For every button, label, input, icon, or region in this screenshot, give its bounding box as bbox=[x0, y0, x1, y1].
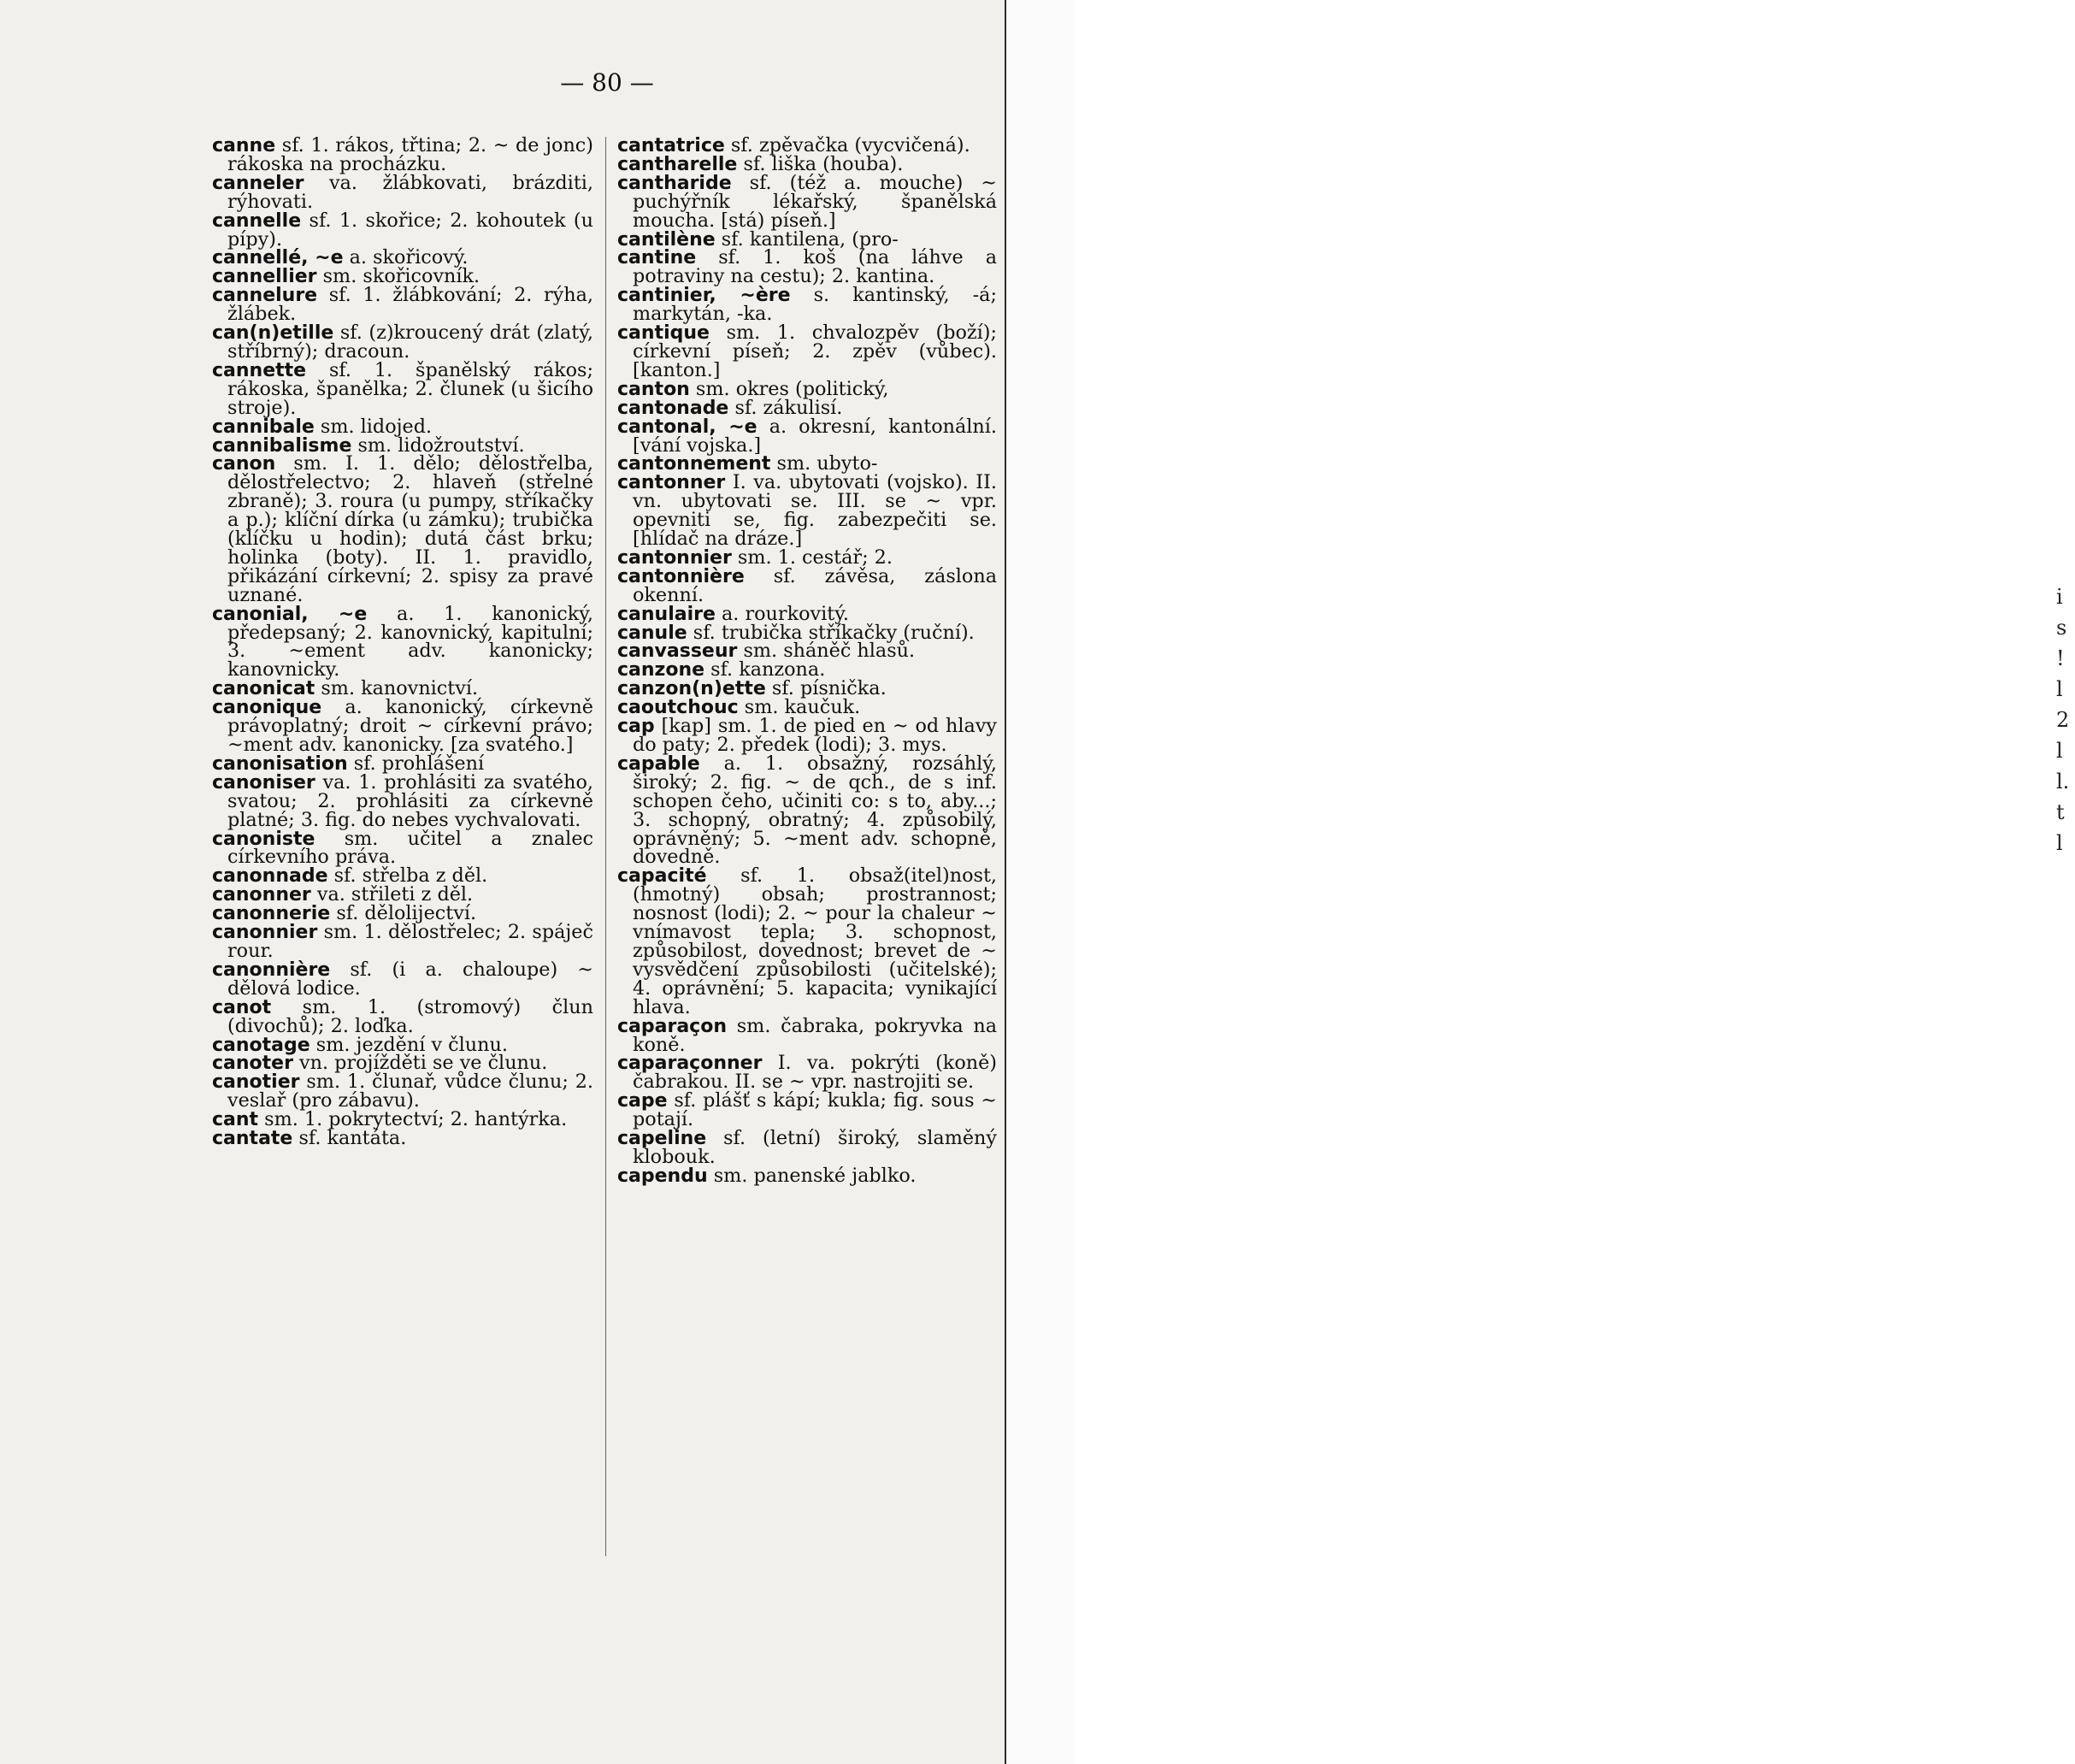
entry-definition: I. va. pokrýti (koně) čabrakou. II. se ~ vpr. nastrojiti se. bbox=[633, 1052, 997, 1094]
entry-headword: canonisation bbox=[212, 752, 348, 775]
entry-definition: a. okresní, kantonální. [vání vojska.] bbox=[633, 415, 997, 457]
entry-headword: canonique bbox=[212, 697, 322, 719]
edge-glyph: l bbox=[2056, 739, 2063, 763]
entry-definition: sf. zákulisí. bbox=[728, 396, 843, 419]
entry-headword: cantonnière bbox=[617, 565, 745, 587]
entry-headword: cannelure bbox=[212, 285, 318, 307]
entry-headword: canvasseur bbox=[617, 640, 738, 663]
entry-headword: cantharelle bbox=[617, 153, 738, 175]
entry-definition: sm. panenské jablko. bbox=[707, 1164, 917, 1187]
entry-definition: vn. projížděti se ve člunu. bbox=[292, 1052, 548, 1075]
dictionary-entry bbox=[212, 827, 593, 869]
entry-definition: sf. plášť s kápí; kukla; fig. sous ~ potají. bbox=[633, 1089, 997, 1131]
entry-definition: sf. kantilena, (pro- bbox=[715, 227, 899, 251]
entry-definition: sf. 1. rákos, třtina; 2. ~ de jonc) rákoska na procházku. bbox=[227, 134, 593, 175]
dictionary-entry bbox=[617, 471, 997, 551]
dictionary-entry bbox=[212, 696, 593, 756]
dictionary-entry bbox=[212, 602, 594, 681]
entry-headword: canonicat bbox=[212, 678, 315, 700]
entry-headword: canton bbox=[617, 378, 690, 400]
entry-headword: canulaire bbox=[617, 603, 716, 625]
entry-definition: sf. kanzona. bbox=[704, 658, 826, 681]
entry-definition: sf. (i a. chaloupe) ~ dělová lodice. bbox=[227, 958, 593, 1000]
entry-headword: cantharide bbox=[617, 172, 732, 194]
entry-headword: cantonner bbox=[617, 472, 726, 494]
entry-definition: sf. prohlášení bbox=[347, 752, 485, 775]
entry-headword: canoniste bbox=[212, 828, 315, 850]
dictionary-entry bbox=[617, 286, 997, 324]
entry-headword: canotage bbox=[212, 1034, 310, 1056]
entry-definition: sf. 1. skořice; 2. kohoutek (u pípy). bbox=[227, 209, 593, 251]
entry-definition: s. kantinský, -á; markytán, -ka. bbox=[633, 284, 997, 326]
dictionary-entry bbox=[617, 717, 997, 755]
entry-headword: capendu bbox=[617, 1165, 708, 1187]
entry-definition: sm. 1. cestář; 2. bbox=[731, 546, 893, 569]
entry-definition: sm. 1. chvalozpěv (boží); církevní píseň; 2. zpěv (vůbec). [kanton.] bbox=[633, 322, 997, 381]
dictionary-entry bbox=[617, 1164, 997, 1187]
edge-glyph: l. bbox=[2056, 770, 2070, 794]
entry-headword: cannelle bbox=[212, 209, 302, 232]
dictionary-entry bbox=[212, 1127, 593, 1150]
entry-definition: a. rourkovitý. bbox=[715, 602, 849, 625]
dictionary-entry bbox=[212, 452, 593, 606]
entry-definition: sf. 1. žlábkování; 2. rýha, žlábek. bbox=[227, 284, 593, 326]
dictionary-entry bbox=[617, 171, 997, 232]
entry-headword: cantate bbox=[212, 1128, 293, 1150]
entry-definition: sm. 1. dělostřelec; 2. spáječ rour. bbox=[227, 921, 593, 962]
entry-definition: sm. 1. pokrytectví; 2. hantýrka. bbox=[258, 1108, 568, 1131]
entry-definition: sm. čabraka, pokryvka na koně. bbox=[633, 1014, 997, 1056]
dictionary-entry bbox=[617, 864, 997, 1018]
entry-definition: sm. skořicovník. bbox=[316, 265, 480, 288]
dictionary-entry bbox=[212, 209, 593, 251]
entry-definition: a. 1. kanonický, předepsaný; 2. kanovnický, kapitulní; 3. ~ement adv. kanonicky; kanovnicky. bbox=[227, 602, 594, 681]
entry-headword: canon bbox=[212, 453, 276, 475]
entry-headword: capacité bbox=[617, 865, 707, 888]
entry-definition: sf. trubička stříkačky (ruční). bbox=[687, 621, 975, 644]
dictionary-entry bbox=[212, 171, 593, 213]
entry-headword: canneler bbox=[212, 172, 304, 194]
entry-definition: sm. okres (politický, bbox=[689, 377, 889, 400]
entry-headword: capable bbox=[617, 752, 700, 775]
dictionary-entry bbox=[617, 752, 997, 869]
entry-headword: caparaçon bbox=[617, 1015, 727, 1037]
entry-definition: sf. závěsa, záslona okenní. bbox=[633, 564, 997, 606]
entry-headword: canule bbox=[617, 622, 687, 644]
entry-definition: va. žlábkovati, brázditi, rýhovati. bbox=[227, 171, 593, 213]
entry-headword: canonnade bbox=[212, 865, 328, 888]
edge-glyph: 2 bbox=[2056, 708, 2070, 732]
dictionary-entry bbox=[617, 1014, 997, 1056]
entry-definition: sm. ubyto- bbox=[770, 452, 878, 475]
entry-headword: cannellier bbox=[212, 266, 317, 288]
entry-definition: sm. kaučuk. bbox=[738, 696, 861, 719]
entry-definition: va. střileti z děl. bbox=[310, 883, 474, 906]
entry-headword: cantonal, ~e bbox=[617, 416, 757, 438]
entry-headword: canotier bbox=[212, 1071, 300, 1094]
entry-headword: canoniser bbox=[212, 771, 315, 794]
edge-glyph: l bbox=[2056, 677, 2063, 701]
entry-headword: cantilène bbox=[617, 228, 716, 251]
dictionary-entry bbox=[617, 415, 997, 457]
entry-definition: sf. střelba z děl. bbox=[327, 864, 488, 888]
edge-glyph: s bbox=[2056, 616, 2067, 640]
edge-glyph: t bbox=[2056, 800, 2065, 824]
entry-headword: canonnière bbox=[212, 959, 331, 981]
entry-headword: capeline bbox=[617, 1128, 707, 1150]
entry-headword: canzon(n)ette bbox=[617, 678, 766, 700]
entry-definition: sm. jezdění v člunu. bbox=[309, 1033, 508, 1056]
entry-definition: sm. lidojed. bbox=[314, 415, 433, 438]
entry-headword: canzone bbox=[617, 659, 705, 681]
entry-headword: cape bbox=[617, 1090, 668, 1112]
entry-definition: sm. 1. člunař, vůdce člunu; 2. veslař (pro zábavu). bbox=[227, 1071, 593, 1112]
entry-definition: va. 1. prohlásiti za svatého, svatou; 2. prohlásiti za církevně platné; 3. fig. do nebes vychvalovati. bbox=[227, 770, 593, 831]
dictionary-entry bbox=[212, 770, 593, 831]
entry-definition: sf. 1. španělský rákos; rákoska, španělka; 2. člunek (u šicího stroje). bbox=[227, 358, 593, 419]
entry-headword: canonnier bbox=[212, 922, 318, 944]
entry-headword: cannibale bbox=[212, 416, 315, 438]
entry-headword: cannellé, ~e bbox=[212, 247, 344, 269]
entry-headword: cannibalisme bbox=[212, 434, 352, 457]
entry-definition: sm. kanovnictví. bbox=[315, 677, 479, 700]
entry-headword: canonner bbox=[212, 884, 311, 906]
entry-headword: cantatrice bbox=[617, 135, 725, 156]
entry-headword: canoter bbox=[212, 1053, 293, 1075]
entry-headword: cantonnement bbox=[617, 453, 771, 475]
adjacent-page-edge bbox=[1005, 0, 2070, 1764]
dictionary-entry bbox=[617, 1054, 997, 1092]
page-number: — 80 — bbox=[560, 68, 654, 97]
entry-headword: cantonnier bbox=[617, 546, 732, 569]
entry-definition: [kap] sm. 1. de pied en ~ od hlavy do paty; 2. předek (lodi); 3. mys. bbox=[633, 715, 997, 756]
edge-glyph: l bbox=[2056, 831, 2063, 855]
entry-definition: sf. (letní) široký, slaměný klobouk. bbox=[633, 1127, 997, 1168]
entry-definition: a. 1. obsažný, rozsáhlý, široký; 2. fig. ~ de qch., de s inf. schopen čeho, učiniti co: s to, aby...; 3. schopný, obratný; 4. způsobilý, oprávněný; 5. ~ment adv. schopně, dovedně. bbox=[633, 752, 997, 869]
entry-definition: a. skořicový. bbox=[343, 246, 469, 269]
left-column bbox=[212, 134, 594, 1150]
edge-glyph: i bbox=[2056, 585, 2063, 609]
entry-headword: cant bbox=[212, 1109, 259, 1131]
entry-headword: can(n)etille bbox=[212, 322, 334, 345]
right-column bbox=[617, 134, 997, 1187]
column-divider bbox=[605, 137, 606, 1556]
entry-definition: sf. kantáta. bbox=[292, 1127, 407, 1150]
dictionary-entry bbox=[212, 1073, 593, 1111]
entry-headword: canonial, ~e bbox=[212, 603, 368, 625]
entry-headword: canonnerie bbox=[212, 903, 331, 925]
entry-headword: cantine bbox=[617, 247, 697, 269]
entry-definition: sf. písnička. bbox=[765, 677, 887, 700]
entry-definition: sm. lidožroutství. bbox=[351, 434, 525, 457]
dictionary-entry bbox=[617, 324, 997, 381]
entry-headword: caoutchouc bbox=[617, 697, 739, 719]
dictionary-entry bbox=[212, 134, 593, 175]
entry-headword: cantique bbox=[617, 322, 710, 345]
dictionary-entry bbox=[617, 1089, 997, 1131]
dictionary-entry bbox=[617, 1127, 997, 1168]
entry-headword: cantinier, ~ère bbox=[617, 285, 791, 307]
dictionary-entry bbox=[617, 564, 997, 606]
entry-definition: sf. 1. koš (na láhve a potraviny na cestu); 2. kantina. bbox=[633, 246, 997, 288]
entry-definition: sm. sháněč hlasů. bbox=[737, 640, 916, 663]
dictionary-entry bbox=[617, 246, 997, 288]
entry-definition: sm. I. 1. dělo; dělostřelba, dělostřelectvo; 2. hlaveň (střelné zbraně); 3. roura (u pumpy, stříkačky a p.); klíční dírka (u zámku); trubička (klíčku u hodin); dutá část brku; holinka (boty). II. 1. pravidlo, přikázání církevní; 2. spisy za pravé uznané. bbox=[227, 452, 593, 606]
entry-headword: canne bbox=[212, 135, 276, 156]
entry-headword: canot bbox=[212, 996, 272, 1018]
dictionary-entry bbox=[212, 923, 593, 961]
entry-definition: sm. učitel a znalec církevního práva. bbox=[227, 827, 593, 869]
entry-headword: caparaçonner bbox=[617, 1053, 763, 1075]
dictionary-entry bbox=[212, 995, 593, 1037]
dictionary-entry bbox=[212, 324, 593, 362]
dictionary-entry bbox=[212, 286, 593, 324]
dictionary-page bbox=[0, 0, 1005, 1764]
entry-definition: sf. (z)kroucený drát (zlatý, stříbrný); dracoun. bbox=[227, 322, 593, 363]
entry-definition: sf. 1. obsaž(itel)nost, (hmotný) obsah; prostrannost; nosnost (lodi); 2. ~ pour la chaleur ~ vnímavost tepla; 3. schopnost, způsobilost, dovednost; brevet de ~ vysvědčení způsobilosti (učitelské); 4. oprávnění; 5. kapacita; vynikající hlava. bbox=[633, 864, 997, 1018]
dictionary-entry bbox=[212, 358, 593, 419]
entry-definition: sf. zpěvačka (vycvičená). bbox=[724, 134, 970, 156]
dictionary-entry bbox=[212, 958, 593, 1000]
edge-glyph: ! bbox=[2056, 646, 2065, 670]
entry-headword: cannette bbox=[212, 359, 307, 381]
entry-headword: cap bbox=[617, 716, 655, 738]
entry-definition: sf. liška (houba). bbox=[737, 152, 904, 175]
adjacent-page-fragments bbox=[2056, 581, 2075, 858]
entry-definition: I. va. ubytovati (vojsko). II. vn. ubytovati se. III. se ~ vpr. opevniti se, fig. zabezpečiti se. [hlídač na dráze.] bbox=[633, 471, 997, 551]
entry-definition: sf. (též a. mouche) ~ puchýřník lékařský, španělská moucha. [stá) píseň.] bbox=[633, 171, 997, 232]
entry-headword: cantonade bbox=[617, 397, 729, 419]
entry-definition: sf. dělolijectví. bbox=[330, 902, 477, 925]
entry-definition: sm. 1. (stromový) člun (divochů); 2. loďka. bbox=[227, 995, 593, 1037]
entry-definition: a. kanonický, církevně právoplatný; droit ~ církevní právo; ~ment adv. kanonicky. [za svatého.] bbox=[227, 696, 593, 756]
